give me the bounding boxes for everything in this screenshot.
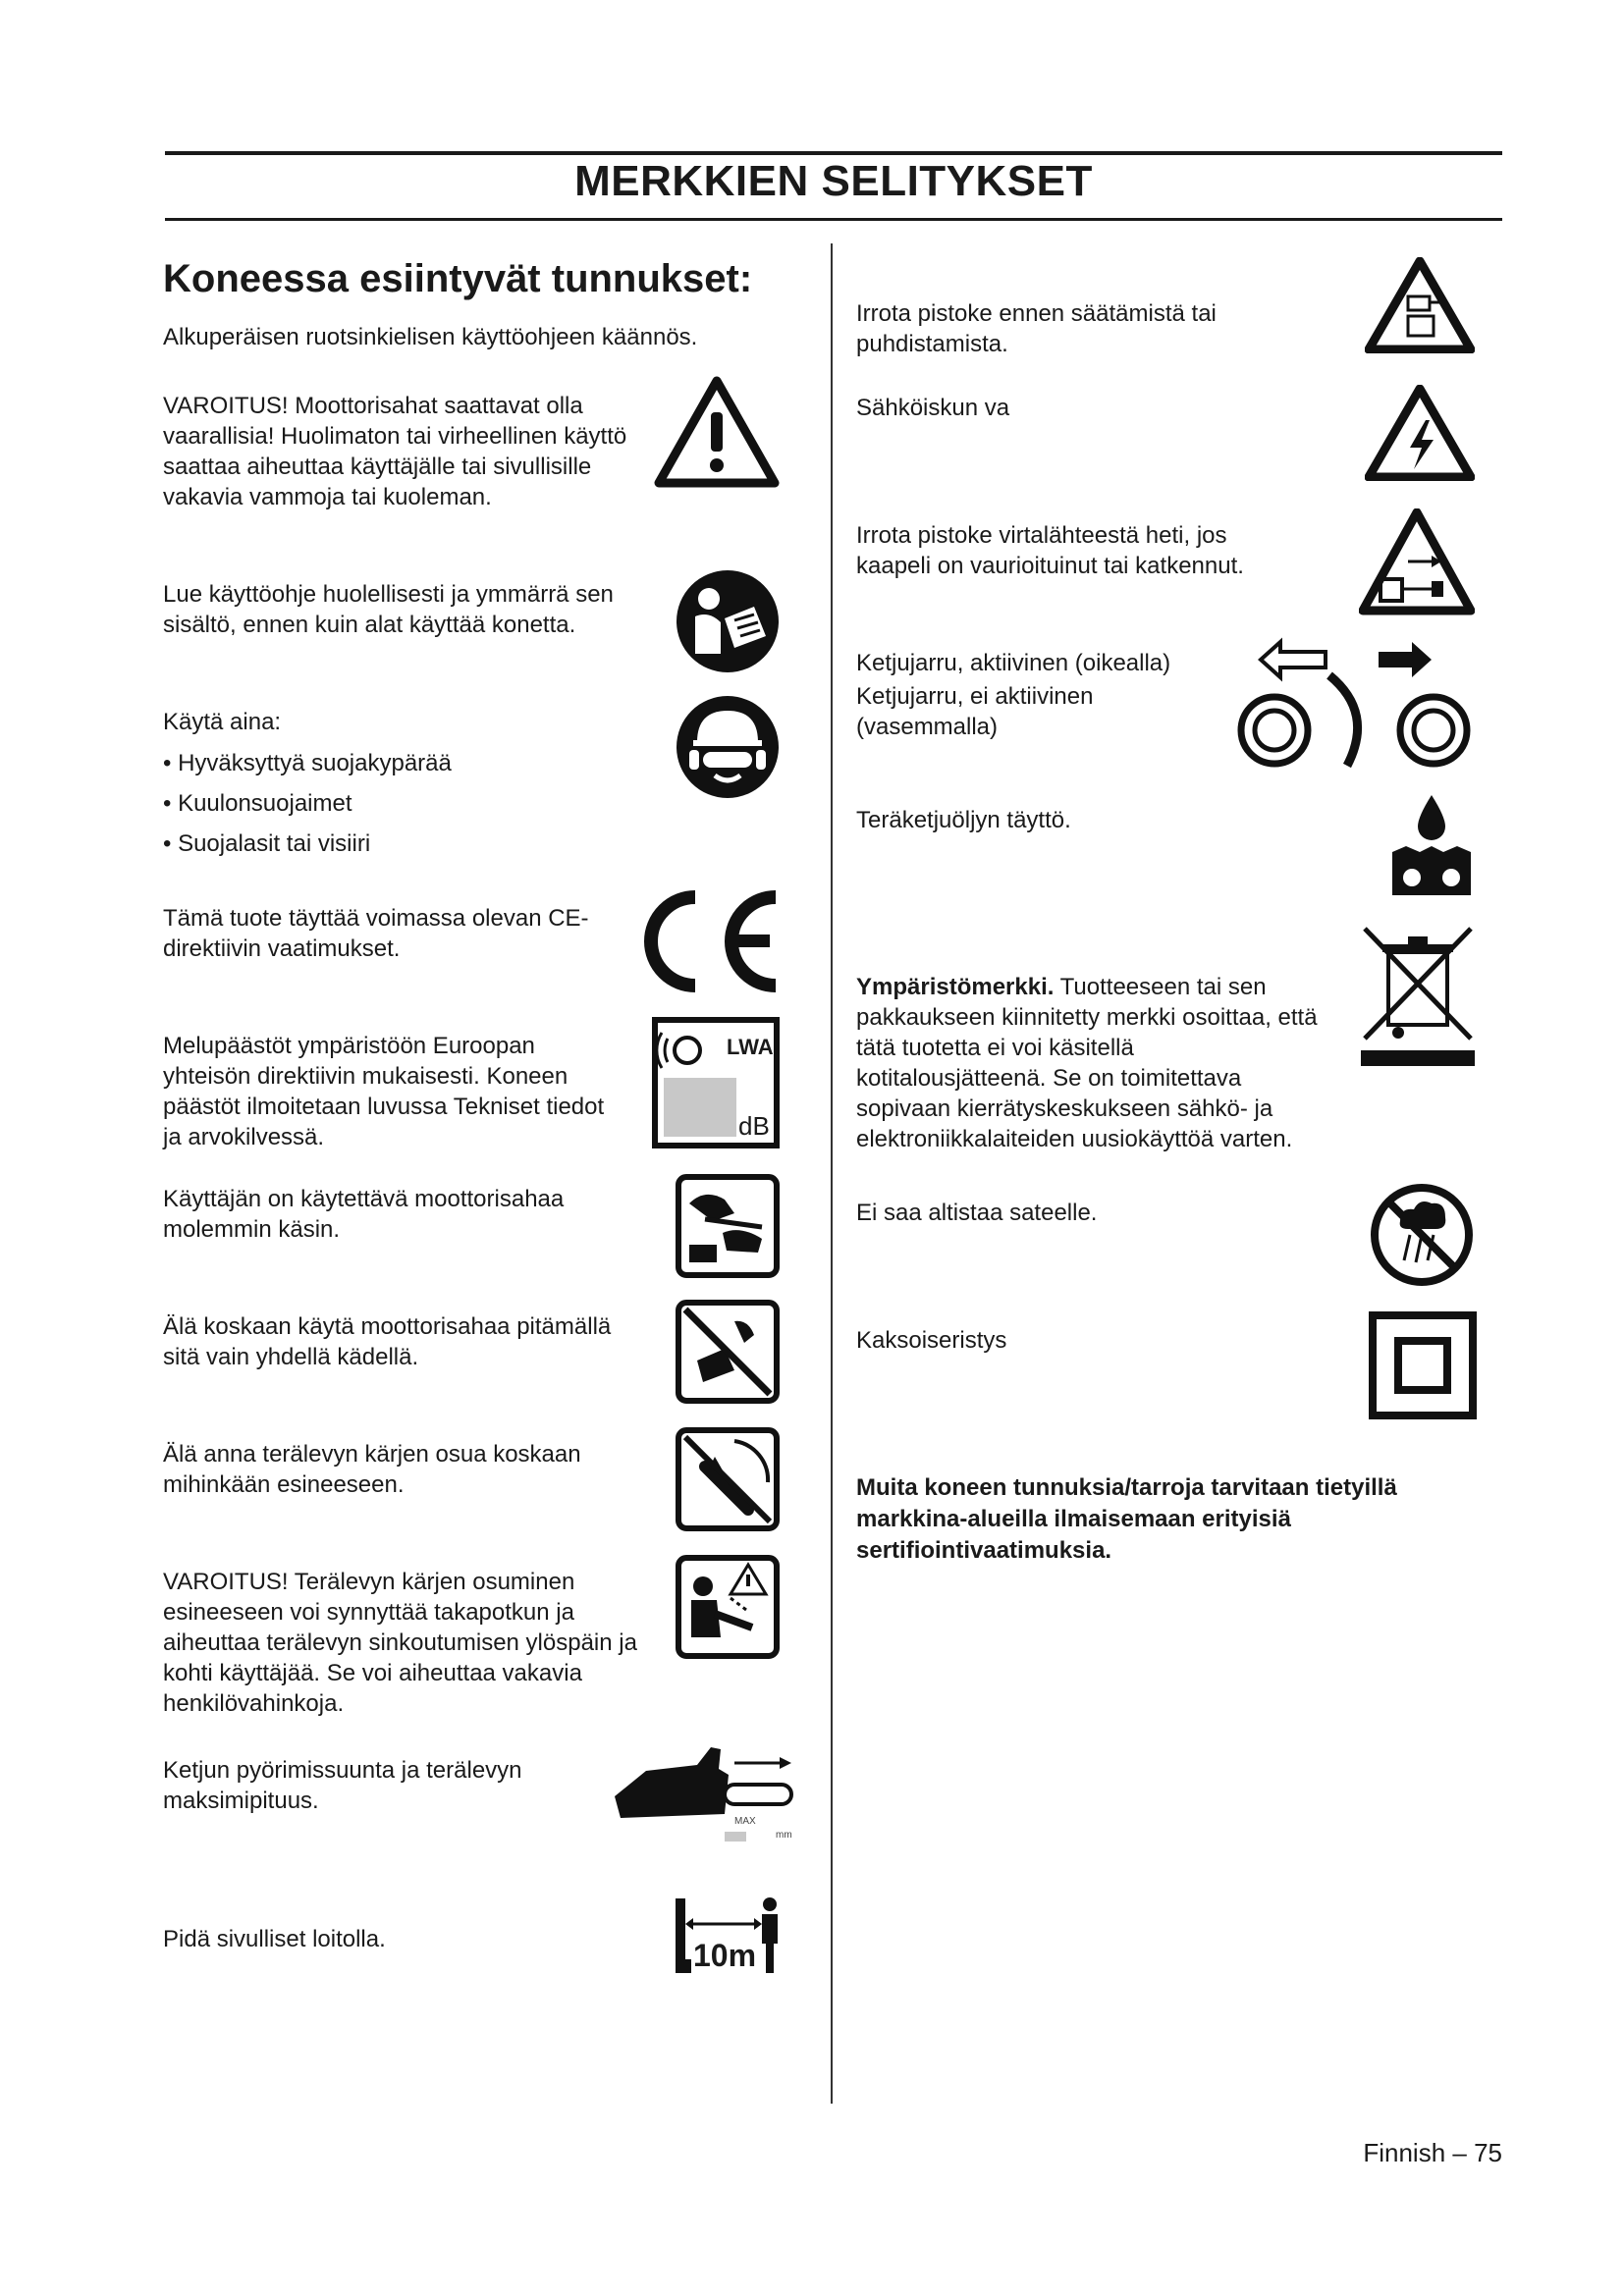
two-hands-icon [676, 1174, 780, 1278]
environment-label: Ympäristömerkki. [856, 974, 1055, 1000]
unplug-adjust-text: Irrota pistoke ennen säätämistä tai puhdistamista. [856, 300, 1217, 357]
one-hand-text: Älä koskaan käytä moottorisahaa pitämällä sitä vain yhdellä kädellä. [163, 1313, 612, 1370]
chain-direction-text: Ketjun pyörimissuunta ja terälevyn maksimipituus. [163, 1757, 522, 1814]
list-item: • Hyväksyttyä suojakypärää [163, 748, 452, 778]
certification-note: Muita koneen tunnuksia/tarroja tarvitaan tietyillä markkina-alueilla ilmaisemaan erityisiä sertifiointivaatimuksia. [856, 1474, 1397, 1564]
kickback-icon [676, 1555, 780, 1659]
mm-label: mm [776, 1830, 792, 1841]
section-subtitle: Alkuperäisen ruotsinkielisen käyttöohjeen käännös. [163, 324, 698, 350]
noise-label-icon [652, 1017, 780, 1148]
two-hands-text: Käyttäjän on käytettävä moottorisahaa molemmin käsin. [163, 1186, 565, 1243]
no-tip-contact-icon [676, 1427, 780, 1531]
electric-shock-icon [1365, 385, 1475, 481]
page-number: Finnish – 75 [1363, 2138, 1502, 2167]
max-label: MAX [734, 1816, 756, 1827]
chain-brake-icon [1231, 636, 1477, 775]
chainsaw-direction-icon [607, 1735, 799, 1851]
double-insulation-icon [1369, 1311, 1477, 1419]
unplug-cable-text: Irrota pistoke virtalähteestä heti, jos kaapeli on vaurioituinut tai katkennut. [856, 522, 1244, 579]
chain-brake-inactive-text: Ketjujarru, ei aktiivinen (vasemmalla) [856, 683, 1094, 740]
ppe-list [163, 748, 452, 869]
environment-body: Tuotteeseen tai sen pakkaukseen kiinnitetty merkki osoittaa, että tätä tuotetta ei voi käsitellä kotitalousjätteenä. Se on toimitettava sopivaan kierrätyskeskukseen sähkö- ja elektroniikkalaiteiden uusiokäyttöä varten. [856, 974, 1318, 1152]
weee-bin-icon [1359, 923, 1477, 1070]
db-label: dB [738, 1111, 770, 1141]
helmet-icon [676, 695, 780, 799]
list-item: • Suojalasit tai visiiri [163, 828, 452, 859]
lwa-label: LWA [727, 1035, 774, 1059]
kickback-warning-text: VAROITUS! Terälevyn kärjen osuminen esineeseen voi synnyttää takapotkun ja aiheuttaa terälevyn sinkoutumisen ylöspäin ja kohti käyttäjää. Se voi aiheuttaa vakavia henkilövahinkoja. [163, 1569, 637, 1717]
tip-text: Älä anna terälevyn kärjen osua koskaan mihinkään esineeseen. [163, 1441, 581, 1498]
ce-mark-icon [621, 883, 785, 999]
no-one-hand-icon [676, 1300, 780, 1404]
always-use-label: Käytä aina: [163, 709, 282, 735]
shock-text: Sähköiskun va [856, 395, 1010, 421]
rain-text: Ei saa altistaa sateelle. [856, 1200, 1098, 1226]
list-item: • Kuulonsuojaimet [163, 788, 452, 819]
unplug-before-adjust-icon [1365, 257, 1475, 353]
no-rain-icon [1369, 1182, 1475, 1288]
noise-text: Melupäästöt ympäristöön Euroopan yhteisön direktiivin mukaisesti. Koneen päästöt ilmoitetaan luvussa Tekniset tiedot ja arvokilvessä. [163, 1033, 605, 1150]
chain-oil-text: Teräketjuöljyn täyttö. [856, 807, 1071, 833]
ce-text: Tämä tuote täyttää voimassa olevan CE-direktiivin vaatimukset. [163, 905, 589, 962]
warning-triangle-icon [653, 375, 781, 488]
unplug-damaged-cable-icon [1359, 508, 1475, 616]
distance-label: 10m [693, 1938, 757, 1973]
title-rule [165, 218, 1502, 221]
environment-text [856, 972, 1327, 1154]
read-manual-icon [676, 569, 780, 673]
double-insulation-text: Kaksoiseristys [856, 1327, 1007, 1354]
chain-brake-active-text: Ketjujarru, aktiivinen (oikealla) [856, 650, 1171, 676]
keep-distance-icon [672, 1895, 782, 1977]
page-title: MERKKIEN SELITYKSET [574, 157, 1093, 205]
chain-oil-icon [1386, 791, 1477, 905]
distance-text: Pidä sivulliset loitolla. [163, 1926, 386, 1952]
read-manual-text: Lue käyttöohje huolellisesti ja ymmärrä sen sisältö, ennen kuin alat käyttää konetta. [163, 581, 614, 638]
column-divider [831, 243, 833, 2104]
warning-text: VAROITUS! Moottorisahat saattavat olla vaarallisia! Huolimaton tai virheellinen käyttö saattaa aiheuttaa käyttäjälle tai sivullisille vakavia vammoja tai kuoleman. [163, 393, 627, 510]
section-heading: Koneessa esiintyvät tunnukset: [163, 257, 753, 300]
top-rule [165, 151, 1502, 155]
